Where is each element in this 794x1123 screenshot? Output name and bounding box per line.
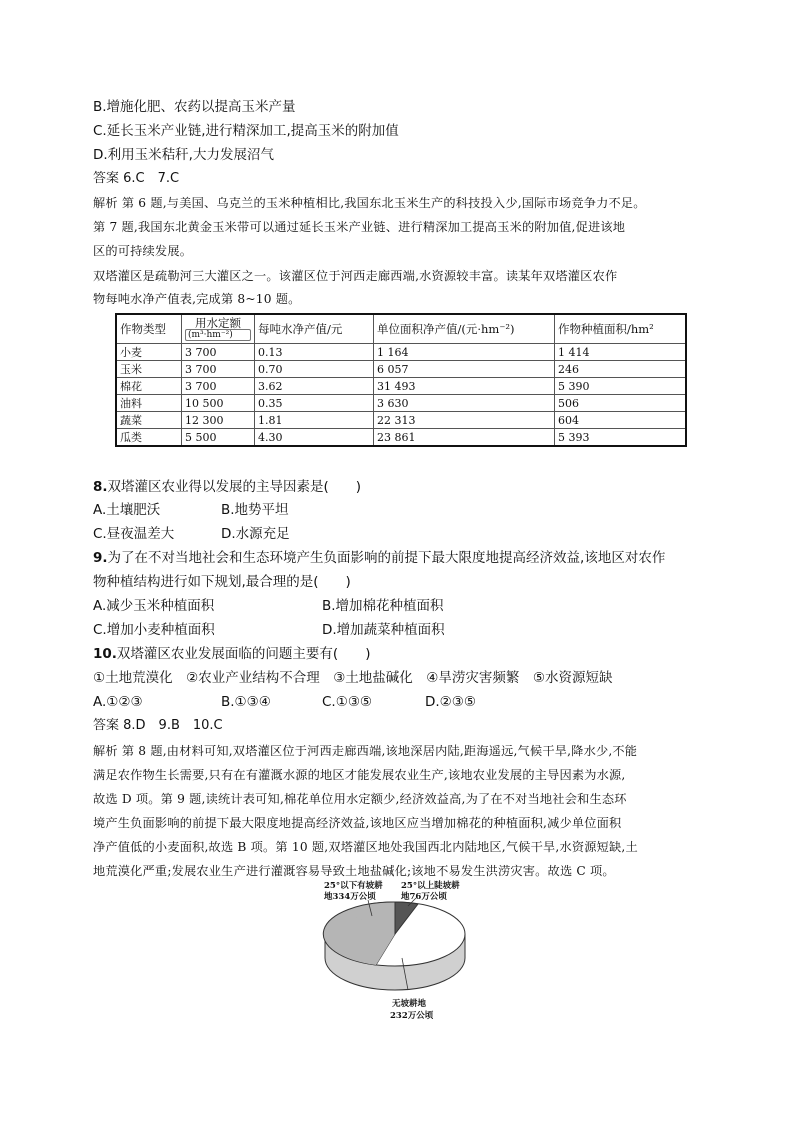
table-header: 单位面积净产值/(元·hm⁻²) — [374, 314, 555, 344]
option-a: A.减少玉米种植面积 — [93, 598, 215, 614]
question-number: 9. — [93, 550, 108, 566]
explanation-line: 第 7 题,我国东北黄金玉米带可以通过延长玉米产业链、进行精深加工提高玉米的附加值,促进该地 — [93, 220, 626, 234]
table-cell: 3 700 — [182, 361, 255, 378]
option-b: B.地势平坦 — [221, 502, 289, 518]
table-cell: 31 493 — [374, 378, 555, 395]
option-a: A.①②③ — [93, 694, 143, 710]
question-stem: 双塔灌区农业发展面临的问题主要有( ) — [116, 646, 371, 662]
label-no-slope: 无坡耕地 — [392, 999, 427, 1009]
table-cell: 小麦 — [116, 344, 182, 361]
option-b-prev: B.增施化肥、农药以提高玉米产量 — [93, 99, 296, 115]
table-header — [182, 314, 255, 344]
table-cell: 22 313 — [374, 412, 555, 429]
table-header-label: 用水定额 — [195, 316, 241, 330]
table-header-unit: (m³·hm⁻²) — [185, 329, 251, 341]
question-stem: 为了在不对当地社会和生态环境产生负面影响的前提下最大限度地提高经济效益,该地区对农作 — [107, 550, 666, 566]
table-cell: 3 700 — [182, 378, 255, 395]
table-cell: 蔬菜 — [116, 412, 182, 429]
question-number: 8. — [93, 479, 108, 495]
table-row — [116, 344, 686, 361]
option-c-prev: C.延长玉米产业链,进行精深加工,提高玉米的附加值 — [93, 123, 399, 139]
table-header-row — [116, 314, 686, 344]
label-below-25-value: 地334万公顷 — [324, 892, 376, 902]
question-10 — [93, 644, 370, 664]
question-items: ①土地荒漠化 ②农业产业结构不合理 ③土地盐碱化 ④旱涝灾害频繁 ⑤水资源短缺 — [93, 670, 613, 686]
table-row — [116, 378, 686, 395]
explanation-line: 满足农作物生长需要,只有在有灌溉水源的地区才能发展农业生产,该地农业发展的主导因素为水源, — [93, 768, 626, 782]
table-header: 每吨水净产值/元 — [255, 314, 374, 344]
explanation-line: 净产值低的小麦面积,故选 B 项。第 10 题,双塔灌区地处我国西北内陆地区,气候干旱,水资源短缺,土 — [93, 840, 638, 854]
question-8 — [93, 477, 361, 497]
table-cell: 12 300 — [182, 412, 255, 429]
table-cell: 瓜类 — [116, 429, 182, 447]
question-stem-cont: 物种植结构进行如下规划,最合理的是( ) — [93, 574, 351, 590]
option-c: C.①③⑤ — [322, 694, 373, 710]
crop-table — [115, 313, 687, 447]
option-c: C.增加小麦种植面积 — [93, 622, 215, 638]
table-cell: 506 — [555, 395, 687, 412]
table-cell: 4.30 — [255, 429, 374, 447]
option-b: B.①③④ — [221, 694, 271, 710]
table-cell: 5 393 — [555, 429, 687, 447]
intro-line: 物每吨水净产值表,完成第 8~10 题。 — [93, 292, 301, 306]
table-cell: 0.70 — [255, 361, 374, 378]
table-row — [116, 361, 686, 378]
table-cell: 6 057 — [374, 361, 555, 378]
option-c: C.昼夜温差大 — [93, 526, 175, 542]
label-no-slope-value: 232万公顷 — [390, 1011, 434, 1021]
intro-line: 双塔灌区是疏勒河三大灌区之一。该灌区位于河西走廊西端,水资源较丰富。读某年双塔灌区农作 — [93, 269, 618, 283]
table-cell: 玉米 — [116, 361, 182, 378]
table-cell: 1 164 — [374, 344, 555, 361]
option-d: D.②③⑤ — [425, 694, 476, 710]
label-above-25: 25°以上陡坡耕 — [401, 881, 460, 891]
table-row — [116, 412, 686, 429]
explanation-line: 解析 第 6 题,与美国、乌克兰的玉米种植相比,我国东北玉米生产的科技投入少,国际市场竞争力不足。 — [93, 196, 646, 210]
table-cell: 604 — [555, 412, 687, 429]
table-cell: 1 414 — [555, 344, 687, 361]
table-cell: 3.62 — [255, 378, 374, 395]
label-below-25: 25°以下有坡耕 — [324, 881, 383, 891]
table-cell: 1.81 — [255, 412, 374, 429]
question-stem: 双塔灌区农业得以发展的主导因素是( ) — [107, 479, 362, 495]
explanation-line: 地荒漠化严重;发展农业生产进行灌溉容易导致土地盐碱化;该地不易发生洪涝灾害。故选 C 项。 — [93, 864, 615, 878]
table-cell: 3 630 — [374, 395, 555, 412]
table-cell: 棉花 — [116, 378, 182, 395]
option-b: B.增加棉花种植面积 — [322, 598, 444, 614]
explanation-line: 故选 D 项。第 9 题,读统计表可知,棉花单位用水定额少,经济效益高,为了在不对当地社会和生态环 — [93, 792, 627, 806]
table-cell: 23 861 — [374, 429, 555, 447]
table-row — [116, 395, 686, 412]
answer-8-10: 答案 8.D 9.B 10.C — [93, 718, 223, 733]
table-cell: 0.13 — [255, 344, 374, 361]
explanation-line: 区的可持续发展。 — [93, 244, 193, 258]
option-d-prev: D.利用玉米秸秆,大力发展沼气 — [93, 147, 274, 163]
label-above-25-value: 地76万公顷 — [401, 892, 447, 902]
cultivated-land-pie-figure — [300, 872, 490, 1032]
table-cell: 5 500 — [182, 429, 255, 447]
answer-6-7: 答案 6.C 7.C — [93, 171, 180, 186]
table-cell: 0.35 — [255, 395, 374, 412]
table-row — [116, 429, 686, 447]
explanation-line: 解析 第 8 题,由材料可知,双塔灌区位于河西走廊西端,该地深居内陆,距海遥远,气候干旱,降水少,不能 — [93, 744, 638, 758]
option-d: D.水源充足 — [221, 526, 290, 542]
table-header: 作物类型 — [116, 314, 182, 344]
table-cell: 5 390 — [555, 378, 687, 395]
explanation-line: 境产生负面影响的前提下最大限度地提高经济效益,该地区应当增加棉花的种植面积,减少单位面积 — [93, 816, 622, 830]
table-cell: 油料 — [116, 395, 182, 412]
option-d: D.增加蔬菜种植面积 — [322, 622, 445, 638]
question-number: 10. — [93, 646, 117, 662]
question-9 — [93, 548, 665, 568]
table-cell: 3 700 — [182, 344, 255, 361]
table-cell: 246 — [555, 361, 687, 378]
option-a: A.土壤肥沃 — [93, 502, 161, 518]
table-cell: 10 500 — [182, 395, 255, 412]
table-header: 作物种植面积/hm² — [555, 314, 687, 344]
